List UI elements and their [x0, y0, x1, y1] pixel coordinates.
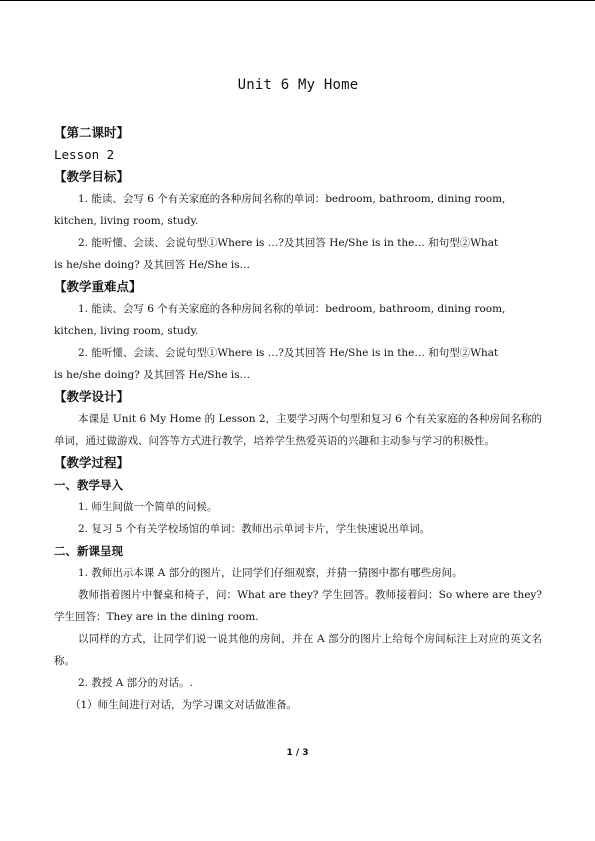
design-paragraph: 本课是 Unit 6 My Home 的 Lesson 2，主要学习两个句型和复习 6 个有关家庭的各种房间名称的单词，通过做游戏、问答等方式进行教学，培养学生热爱英语的兴趣和主动参与学习的积极性。	[54, 413, 542, 447]
document-page	[54, 74, 542, 716]
lesson-label: 【第二课时】	[54, 125, 130, 140]
process-heading: 【教学过程】	[54, 455, 130, 470]
section-1-item-1: 1. 师生间做一个简单的问候。	[78, 501, 218, 513]
section-2-paragraph-2: 以同样的方式，让同学们说一说其他的房间，并在 A 部分的图片上给每个房间标注上对应的英文名称。	[54, 633, 542, 667]
document-title: Unit 6 My Home	[237, 77, 359, 93]
section-2-sub-item-1: （1）师生间进行对话，为学习课文对话做准备。	[70, 699, 298, 711]
section-2-item-2: 2. 教授 A 部分的对话。.	[78, 677, 193, 689]
keypoints-item-1-line-2: kitchen, living room, study.	[54, 325, 199, 337]
goals-item-1-line-1: 1. 能读、会写 6 个有关家庭的各种房间名称的单词：bedroom, bathroom, dining room,	[78, 193, 506, 205]
section-2-paragraph-1: 教师指着图片中餐桌和椅子，问：What are they? 学生回答。教师接着问：So where are they? 学生回答：They are in the dining room.	[54, 589, 542, 623]
lesson-name: Lesson 2	[54, 147, 115, 162]
section-1-item-2: 2. 复习 5 个有关学校场馆的单词：教师出示单词卡片，学生快速说出单词。	[78, 523, 431, 535]
top-border-line	[0, 0, 595, 1]
section-2-item-1: 1. 教师出示本课 A 部分的图片，让同学们仔细观察，并猜一猜图中都有哪些房间。	[78, 567, 463, 579]
goals-item-2-line-1: 2. 能听懂、会读、会说句型①Where is …?及其回答 He/She is in the… 和句型②What	[78, 237, 499, 249]
keypoints-item-2-line-1: 2. 能听懂、会读、会说句型①Where is …?及其回答 He/She is in the… 和句型②What	[78, 347, 499, 359]
keypoints-heading: 【教学重难点】	[54, 279, 142, 294]
goals-heading: 【教学目标】	[54, 169, 130, 184]
design-heading: 【教学设计】	[54, 389, 130, 404]
goals-item-2-line-2: is he/she doing? 及其回答 He/She is…	[54, 259, 251, 271]
keypoints-item-1-line-1: 1. 能读、会写 6 个有关家庭的各种房间名称的单词：bedroom, bathroom, dining room,	[78, 303, 506, 315]
section-1-title: 一、教学导入	[54, 478, 123, 492]
section-2-title: 二、新课呈现	[54, 544, 123, 558]
page-number: 1 / 3	[286, 748, 309, 758]
keypoints-item-2-line-2: is he/she doing? 及其回答 He/She is…	[54, 369, 251, 381]
goals-item-1-line-2: kitchen, living room, study.	[54, 215, 199, 227]
